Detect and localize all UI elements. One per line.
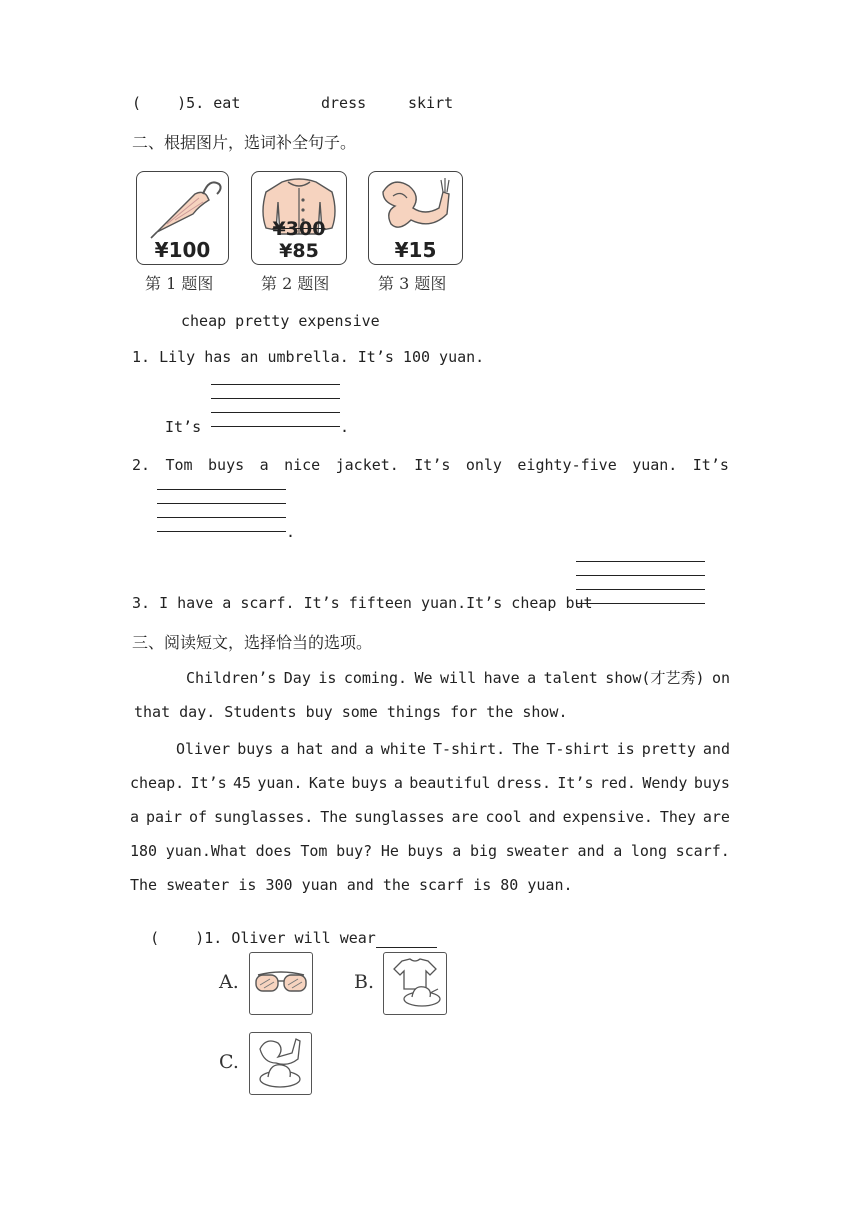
word: 180	[130, 842, 158, 860]
word: and	[702, 740, 730, 758]
word: of	[189, 808, 208, 826]
answer-line	[157, 503, 286, 504]
price-label: ¥100	[154, 238, 211, 262]
question-1: 1. Lily has an umbrella. It’s 100 yuan.	[132, 348, 485, 366]
answer-line	[157, 517, 286, 518]
word: eighty-five	[517, 456, 617, 474]
word: show(才艺秀)	[605, 669, 705, 687]
word: only	[465, 456, 502, 474]
section3-heading: 三、阅读短文，选择恰当的选项。	[132, 633, 373, 652]
word: Kate	[308, 774, 346, 792]
q1-period: .	[340, 418, 350, 436]
word: T-shirt.	[432, 740, 506, 758]
word: pair	[145, 808, 183, 826]
new-price: ¥85	[279, 240, 319, 262]
answer-line	[211, 398, 340, 399]
word: T-shirt	[546, 740, 610, 758]
answer-line	[576, 589, 705, 590]
word: have	[483, 669, 520, 687]
picture-card-1	[136, 171, 229, 265]
word: Tom	[300, 842, 328, 860]
word: a	[527, 669, 537, 687]
word: buys	[351, 774, 388, 792]
word: on	[711, 669, 730, 687]
word: a	[393, 774, 403, 792]
word: and	[577, 842, 605, 860]
sunglasses-icon	[250, 953, 312, 1014]
passage-line	[130, 732, 730, 766]
old-price: ¥300	[272, 218, 326, 240]
word: nice	[284, 456, 321, 474]
word: Children’s	[186, 669, 277, 687]
picture-card-3	[368, 171, 463, 265]
word: are	[451, 808, 479, 826]
caption-2: 第 2 题图	[261, 274, 330, 293]
word: a	[259, 456, 269, 474]
option-b-image[interactable]	[383, 952, 447, 1015]
question-3: 3. I have a scarf. It’s fifteen yuan.It’s cheap but	[132, 594, 593, 612]
passage-line	[130, 800, 730, 834]
word: a	[280, 740, 290, 758]
word: is	[318, 669, 337, 687]
caption-1: 第 1 题图	[145, 274, 214, 293]
picture-card-2	[251, 171, 347, 265]
umbrella-icon	[137, 172, 228, 242]
q5-option-dress: dress	[321, 94, 367, 112]
answer-line[interactable]	[211, 426, 340, 427]
word: We	[414, 669, 433, 687]
answer-blank[interactable]	[376, 929, 437, 948]
reading-question-1	[132, 911, 437, 948]
q5-stem: ( )5. eat	[132, 94, 241, 112]
word: buys	[693, 774, 730, 792]
passage-line	[130, 834, 730, 868]
word: buys	[407, 842, 444, 860]
word: They	[659, 808, 696, 826]
passage-line: that day. Students buy some things for the show.	[134, 703, 568, 721]
word: It’s	[190, 774, 227, 792]
word: 2.	[132, 456, 151, 474]
word: It’s	[692, 456, 729, 474]
section2-heading: 二、根据图片，选词补全句子。	[132, 133, 357, 152]
word: buys	[237, 740, 274, 758]
passage-line: The sweater is 300 yuan and the scarf is 80 yuan.	[130, 876, 573, 894]
answer-line	[576, 561, 705, 562]
word: a	[613, 842, 623, 860]
word-bank: cheap pretty expensive	[181, 312, 380, 330]
word: dress.	[496, 774, 552, 792]
word: yuan.What	[165, 842, 247, 860]
word: It’s	[557, 774, 594, 792]
word: a	[452, 842, 462, 860]
option-a-image[interactable]	[249, 952, 313, 1015]
word: The	[320, 808, 348, 826]
word: a	[130, 808, 140, 826]
question-2	[132, 456, 729, 474]
word: red.	[599, 774, 636, 792]
price-label: ¥15	[394, 238, 437, 262]
word: sunglasses.	[213, 808, 314, 826]
word: and	[330, 740, 358, 758]
scarf-hat-icon	[250, 1033, 311, 1094]
word: He	[380, 842, 399, 860]
word: hat	[296, 740, 324, 758]
word: expensive.	[562, 808, 653, 826]
word: and	[528, 808, 556, 826]
word: yuan.	[632, 456, 678, 474]
word: Tom	[165, 456, 193, 474]
answer-line	[576, 575, 705, 576]
word: Day	[283, 669, 311, 687]
word: white	[380, 740, 426, 758]
word: buy?	[336, 842, 373, 860]
word: Oliver	[176, 740, 231, 758]
scarf-icon	[369, 172, 462, 242]
word: does	[255, 842, 292, 860]
answer-line	[157, 489, 286, 490]
caption-3: 第 3 题图	[378, 274, 447, 293]
word: sweater	[505, 842, 569, 860]
answer-line[interactable]	[157, 531, 286, 532]
option-b-label: B.	[354, 971, 375, 993]
word: are	[702, 808, 730, 826]
word: scarf.	[675, 842, 730, 860]
word: coming.	[343, 669, 408, 687]
option-c-label: C.	[219, 1051, 239, 1073]
option-c-image[interactable]	[249, 1032, 312, 1095]
price-label	[252, 218, 346, 262]
option-a-label: A.	[219, 971, 239, 993]
word: long	[630, 842, 667, 860]
tshirt-hat-icon	[384, 953, 446, 1014]
word: big	[469, 842, 498, 860]
reading-question-text: ( )1. Oliver will wear	[150, 929, 376, 947]
word: a	[364, 740, 374, 758]
q1-prefix: It’s	[165, 418, 202, 436]
word: pretty	[641, 740, 696, 758]
word: talent	[543, 669, 598, 687]
word: yuan.	[257, 774, 303, 792]
q5-option-skirt: skirt	[408, 94, 454, 112]
passage-line	[134, 661, 730, 695]
word: will	[440, 669, 477, 687]
q2-period: .	[286, 523, 296, 541]
word: buys	[208, 456, 245, 474]
word: Wendy	[642, 774, 688, 792]
answer-line	[211, 412, 340, 413]
word: jacket.	[335, 456, 399, 474]
passage-line	[130, 766, 730, 800]
answer-line[interactable]	[576, 603, 705, 604]
word: The	[512, 740, 540, 758]
passage-paragraph-2	[130, 732, 730, 902]
word: beautiful	[409, 774, 491, 792]
answer-line	[211, 384, 340, 385]
word: It’s	[414, 456, 451, 474]
word: cheap.	[130, 774, 185, 792]
word: 45	[233, 774, 252, 792]
word: sunglasses	[354, 808, 445, 826]
word: is	[616, 740, 635, 758]
passage-paragraph-1	[134, 661, 730, 729]
word: cool	[485, 808, 522, 826]
